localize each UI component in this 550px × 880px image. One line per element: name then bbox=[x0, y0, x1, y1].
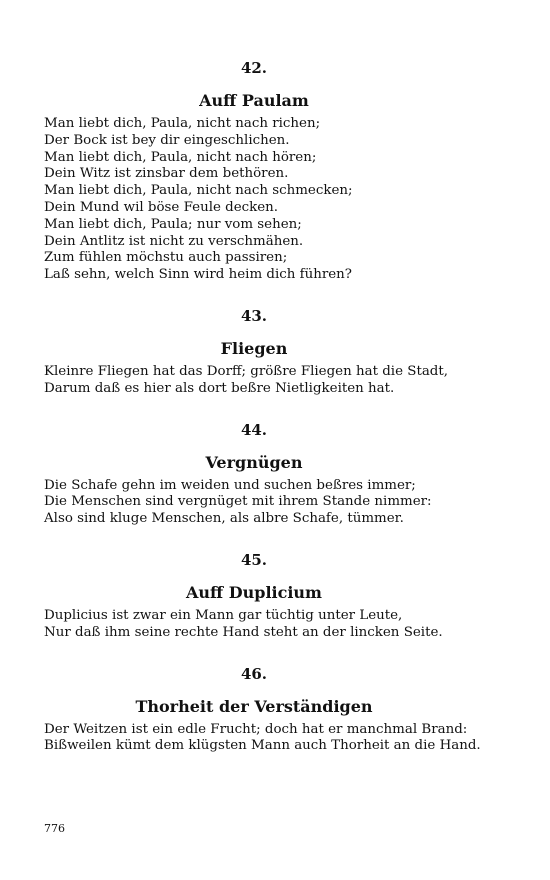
poem-lines bbox=[44, 116, 464, 284]
poem-title: Thorheit der Verständigen bbox=[135, 696, 373, 716]
poem-line: Nur daß ihm seine rechte Hand steht an der lincken Seite. bbox=[44, 624, 443, 640]
poem-line: Der Weitzen ist ein edle Frucht; doch hat er manchmal Brand: bbox=[44, 721, 468, 737]
poem-line: Dein Witz ist zinsbar dem bethören. bbox=[44, 166, 289, 182]
poem-line: Darum daß es hier als dort beßre Nietligkeiten hat. bbox=[44, 380, 395, 396]
poem-number: 42. bbox=[240, 59, 268, 77]
poem-line: Dein Mund wil böse Feule decken. bbox=[44, 199, 279, 215]
poem-number: 46. bbox=[240, 664, 268, 683]
poem-line: Dein Antlitz ist nicht zu verschmähen. bbox=[44, 233, 304, 249]
poem-number: 44. bbox=[240, 420, 268, 439]
poem-line: Man liebt dich, Paula; nur vom sehen; bbox=[44, 216, 302, 232]
poem-lines bbox=[44, 721, 481, 756]
poem-line: Man liebt dich, Paula, nicht nach hören; bbox=[44, 149, 317, 165]
poem-title: Auff Duplicium bbox=[186, 582, 322, 602]
poem-title: Vergnügen bbox=[205, 452, 303, 472]
poem-line: Man liebt dich, Paula, nicht nach schmecken; bbox=[44, 183, 353, 199]
page-body bbox=[44, 58, 481, 755]
poem-lines bbox=[44, 608, 464, 642]
poem-line: Bißweilen kümt dem klügsten Mann auch Thorheit an die Hand. bbox=[44, 738, 481, 754]
poem-number: 43. bbox=[240, 306, 268, 325]
poem-43 bbox=[44, 306, 464, 398]
poem-line: Die Schafe gehn im weiden und suchen beßres immer; bbox=[44, 477, 416, 493]
poem-line: Also sind kluge Menschen, als albre Schafe, tümmer. bbox=[44, 511, 404, 527]
poem-42 bbox=[44, 58, 464, 284]
poem-number: 45. bbox=[240, 550, 268, 569]
poem-line: Laß sehn, welch Sinn wird heim dich führen? bbox=[44, 267, 352, 283]
poem-line: Duplicius ist zwar ein Mann gar tüchtig unter Leute, bbox=[44, 607, 403, 623]
poem-44 bbox=[44, 420, 464, 528]
poem-line: Man liebt dich, Paula, nicht nach richen; bbox=[44, 116, 321, 131]
poem-lines bbox=[44, 478, 464, 528]
poem-title: Auff Paulam bbox=[199, 91, 309, 110]
poem-line: Die Menschen sind vergnüget mit ihrem Stande nimmer: bbox=[44, 494, 432, 510]
poem-line: Der Bock ist bey dir eingeschlichen. bbox=[44, 132, 290, 148]
poem-line: Zum fühlen möchstu auch passiren; bbox=[44, 250, 288, 266]
page-number: 776 bbox=[44, 822, 65, 835]
poem-title: Fliegen bbox=[220, 338, 288, 358]
poem-line: Kleinre Fliegen hat das Dorff; größre Fliegen hat die Stadt, bbox=[44, 363, 449, 379]
poem-lines bbox=[44, 364, 464, 398]
poem-45 bbox=[44, 550, 464, 642]
poem-46 bbox=[44, 664, 481, 756]
